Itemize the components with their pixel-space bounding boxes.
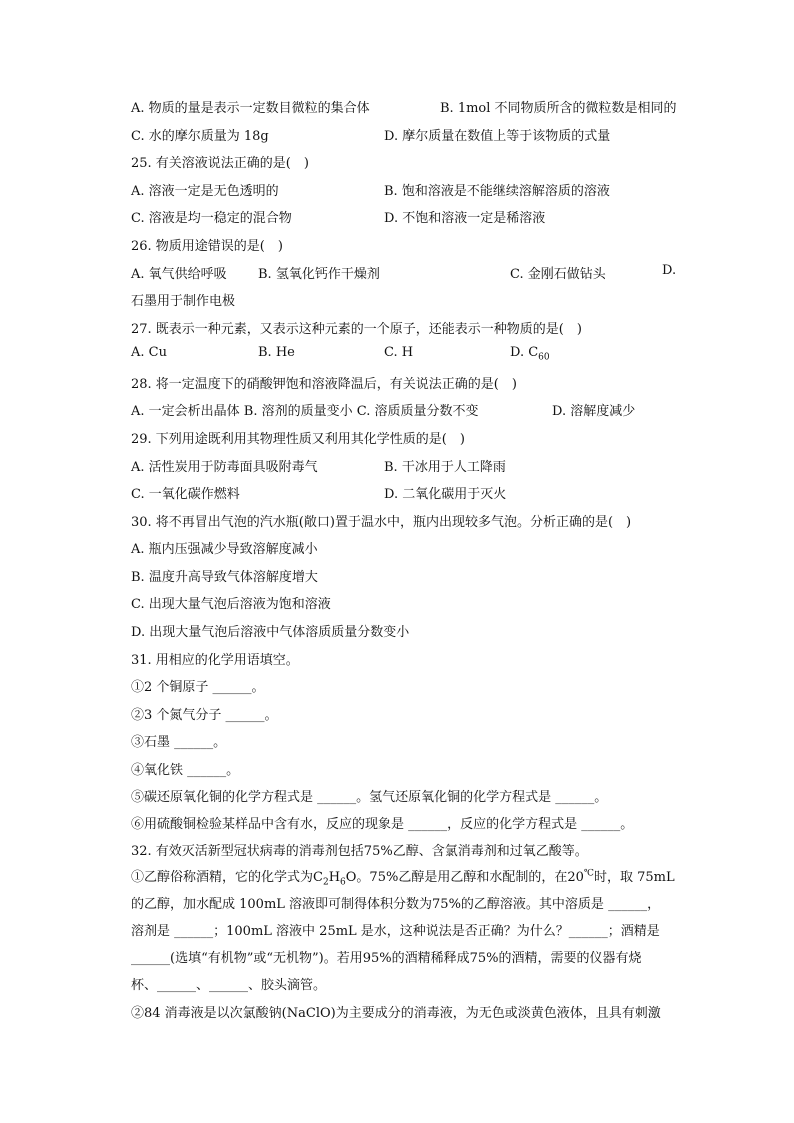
q28-stem: 28. 将一定温度下的硝酸钾饱和溶液降温后，有关说法正确的是( ) — [131, 377, 517, 392]
q25-option-a: A. 溶液一定是无色透明的 — [131, 184, 279, 199]
q32-text-c: 时，取 75mL — [593, 870, 675, 885]
q32-formula-h: H — [328, 870, 341, 885]
q30-option-a: A. 瓶内压强减少导致溶解度减小 — [131, 542, 318, 557]
q32-text-a: ①乙醇俗称酒精，它的化学式为C — [131, 870, 323, 885]
q32-text-b: O。75%乙醇是用乙醇和水配制的，在20 — [345, 870, 584, 885]
q29-option-c: C. 一氧化碳作燃料 — [131, 487, 240, 502]
q28-options-abc: A. 一定会析出晶体 B. 溶剂的质量变小 C. 溶质质量分数不变 — [131, 404, 479, 419]
q32-sub-c: 2 — [322, 877, 329, 888]
q32-stem: 32. 有效灭活新型冠状病毒的消毒剂包括75%乙醇、含氯消毒剂和过氧乙酸等。 — [131, 844, 588, 859]
q31-item-4: ④氧化铁 ______。 — [131, 763, 240, 778]
q32-part1-line1 — [131, 866, 675, 888]
q29-option-d: D. 二氧化碳用于灭火 — [384, 487, 507, 502]
q31-item-1: ①2 个铜原子 ______。 — [131, 680, 265, 695]
q26-option-d: D. — [662, 263, 677, 278]
q26-option-c: C. 金刚石做钻头 — [510, 267, 606, 282]
q31-stem: 31. 用相应的化学用语填空。 — [131, 653, 299, 668]
q27-option-d-formula: D. C — [510, 345, 539, 360]
q30-stem: 30. 将不再冒出气泡的汽水瓶(敞口)置于温水中，瓶内出现较多气泡。分析正确的是( ) — [131, 515, 632, 530]
q29-option-b: B. 干冰用于人工降雨 — [384, 460, 506, 475]
q26-option-b: B. 氢氧化钙作干燥剂 — [258, 267, 380, 282]
q27-option-d-subscript: 60 — [538, 352, 550, 363]
q24-option-d: D. 摩尔质量在数值上等于该物质的式量 — [384, 129, 611, 144]
q32-part1-line2: 的乙醇，加水配成 100mL 溶液即可制得体积分数为75%的乙醇溶液。其中溶质是 ______， — [131, 897, 661, 912]
q24-option-c: C. 水的摩尔质量为 18g — [131, 129, 269, 144]
q30-option-b: B. 温度升高导致气体溶解度增大 — [131, 570, 318, 585]
q25-option-b: B. 饱和溶液是不能继续溶解溶质的溶液 — [384, 184, 610, 199]
q32-part1-line4: ______(选填“有机物”或“无机物”)。若用95%的酒精稀释成75%的酒精，需要的仪器有烧 — [131, 951, 642, 966]
q25-option-d: D. 不饱和溶液一定是稀溶液 — [384, 211, 546, 226]
q26-stem: 26. 物质用途错误的是( ) — [131, 239, 283, 254]
q29-stem: 29. 下列用途既利用其物理性质又利用其化学性质的是( ) — [131, 432, 465, 447]
q27-option-b: B. He — [258, 345, 295, 360]
q31-item-3: ③石墨 ______。 — [131, 735, 227, 750]
q30-option-d: D. 出现大量气泡后溶液中气体溶质质量分数变小 — [131, 625, 410, 640]
q32-sub-h: 6 — [340, 877, 346, 888]
q27-option-c: C. H — [384, 345, 414, 360]
q27-option-d — [510, 345, 550, 363]
q24-option-a: A. 物质的量是表示一定数目微粒的集合体 — [131, 101, 370, 116]
q31-item-5: ⑤碳还原氧化铜的化学方程式是 ______。氢气还原氧化铜的化学方程式是 ______。 — [131, 790, 608, 805]
q31-item-6: ⑥用硫酸铜检验某样品中含有水，反应的现象是 ______，反应的化学方程式是 ______。 — [131, 817, 634, 832]
q24-option-b: B. 1mol 不同物质所含的微粒数是相同的 — [440, 101, 677, 116]
q32-part2-line1: ②84 消毒液是以次氯酸钠(NaClO)为主要成分的消毒液，为无色或淡黄色液体，且具有刺激 — [131, 1006, 661, 1021]
q32-part1-line3: 溶剂是 ______；100mL 溶液中 25mL 是水，这种说法是否正确？为什么？______；酒精是 — [131, 924, 660, 939]
q27-option-a: A. Cu — [131, 345, 167, 360]
q29-option-a: A. 活性炭用于防毒面具吸附毒气 — [131, 460, 318, 475]
q32-part1-line5: 杯、______、______、胶头滴管。 — [131, 978, 327, 993]
q31-item-2: ②3 个氮气分子 ______。 — [131, 708, 278, 723]
q32-degree: ℃ — [583, 868, 594, 879]
q26-option-d-text: 石墨用于制作电极 — [131, 294, 236, 309]
q26-option-a: A. 氧气供给呼吸 — [131, 267, 227, 282]
q28-option-d: D. 溶解度减少 — [552, 404, 636, 419]
q30-option-c: C. 出现大量气泡后溶液为饱和溶液 — [131, 597, 331, 612]
q25-stem: 25. 有关溶液说法正确的是( ) — [131, 156, 309, 171]
q25-option-c: C. 溶液是均一稳定的混合物 — [131, 211, 292, 226]
q27-stem: 27. 既表示一种元素，又表示这种元素的一个原子，还能表示一种物质的是( ) — [131, 322, 582, 337]
